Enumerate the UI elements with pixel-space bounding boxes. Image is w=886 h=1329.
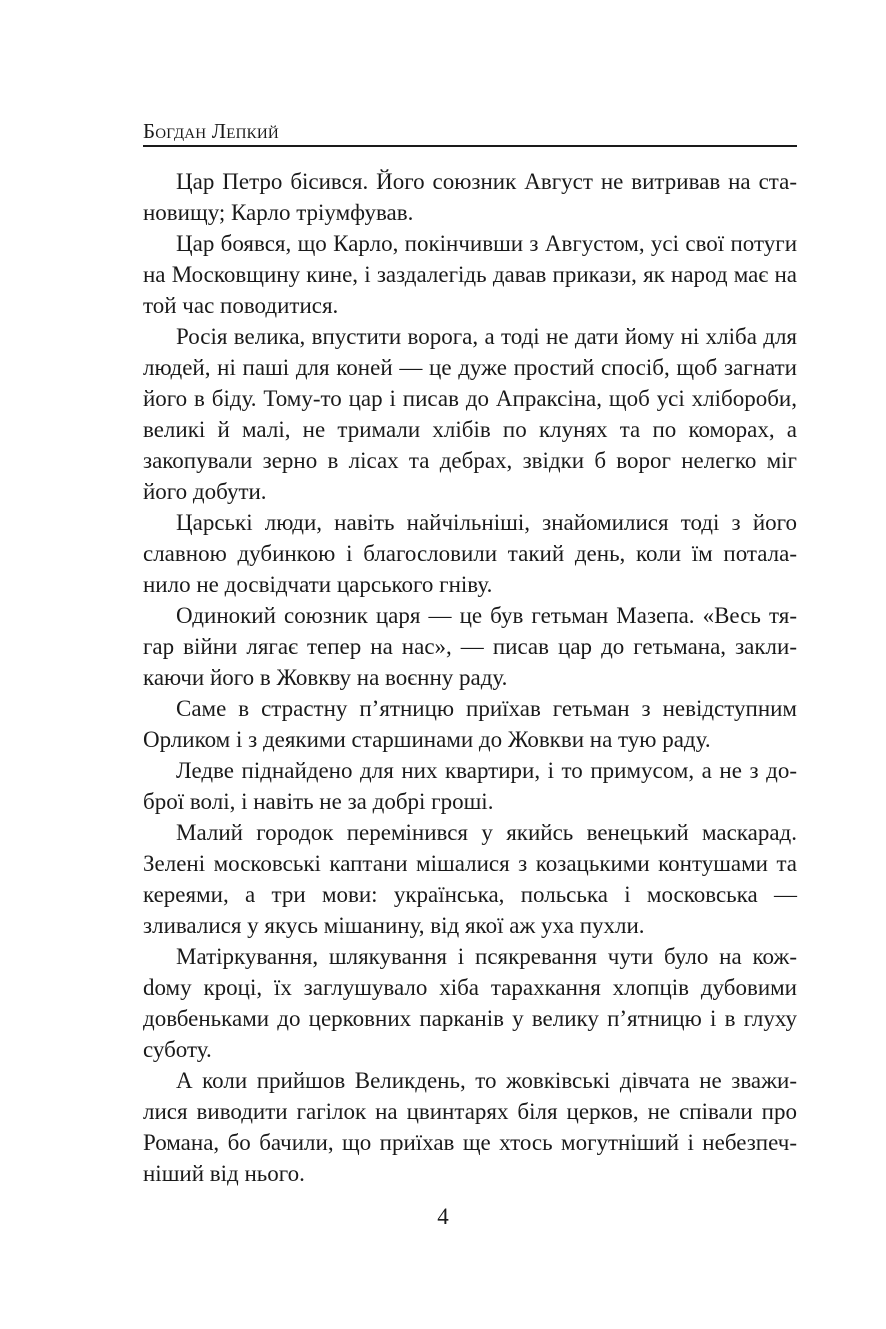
page-number: 4 [437, 1204, 449, 1229]
paragraph: Саме в страстну п’ятницю приїхав гетьман з невідступним Орликом і з деякими старшинами до Жовкви на тую раду. [143, 696, 797, 752]
running-header [143, 119, 797, 147]
paragraph: Малий городок перемінився у якийсь венецький маскарад. Зелені московські каптани мішалися з козацькими контушами та кереями, а три мови: українська, польська і московська — зливалися у якусь мішанину, від якої аж уха пухли. [143, 820, 797, 938]
paragraph: Царські люди, навіть найчільніші, знайомилися тоді з його славною дубинкою і благословили такий день, коли їм поталанило не досвідчати царського гніву. [143, 510, 797, 597]
paragraph: Матіркування, шлякування і псякревання чути було на кожdому кроці, їх заглушувало хіба тарахкання хлопців дубовими довбеньками до церковних парканів у велику п’ятницю і в глуху суботу. [143, 944, 797, 1062]
paragraph: Цар боявся, що Карло, покінчивши з Августом, усі свої потуги на Московщину кине, і заздалегідь давав прикази, як народ має на той час поводитися. [143, 231, 797, 318]
paragraph: Одинокий союзник царя — це був гетьман Мазепа. «Весь тягар війни лягає тепер на нас», — писав цар до гетьмана, закликаючи його в Жовкву на воєнну раду. [143, 603, 797, 690]
paragraph: Росія велика, впустити ворога, а тоді не дати йому ні хліба для людей, ні паші для коней — це дуже простий спосіб, щоб загнати його в біду. Тому-то цар і писав до Апраксіна, щоб усі хлібороби, великі й малі, не тримали хлібів по клунях та по коморах, а закопували зерно в лісах та дебрах, звідки б ворог нелегко міг його добути. [143, 324, 797, 504]
paragraph: Ледве піднайдено для них квартири, і то примусом, а не з доброї волі, і навіть не за добрі гроші. [143, 758, 797, 814]
body-text [143, 166, 797, 1189]
header-author: Богдан Лепкий [143, 119, 279, 143]
paragraph: Цар Петро бісився. Його союзник Август не витривав на становищу; Карло тріумфував. [143, 169, 797, 225]
paragraph: А коли прийшов Великдень, то жовківські дівчата не зважилися виводити гагілок на цвинтарях біля церков, не співали про Романа, бо бачили, що приїхав ще хтось могутніший і небезпечніший від нього. [143, 1068, 797, 1186]
